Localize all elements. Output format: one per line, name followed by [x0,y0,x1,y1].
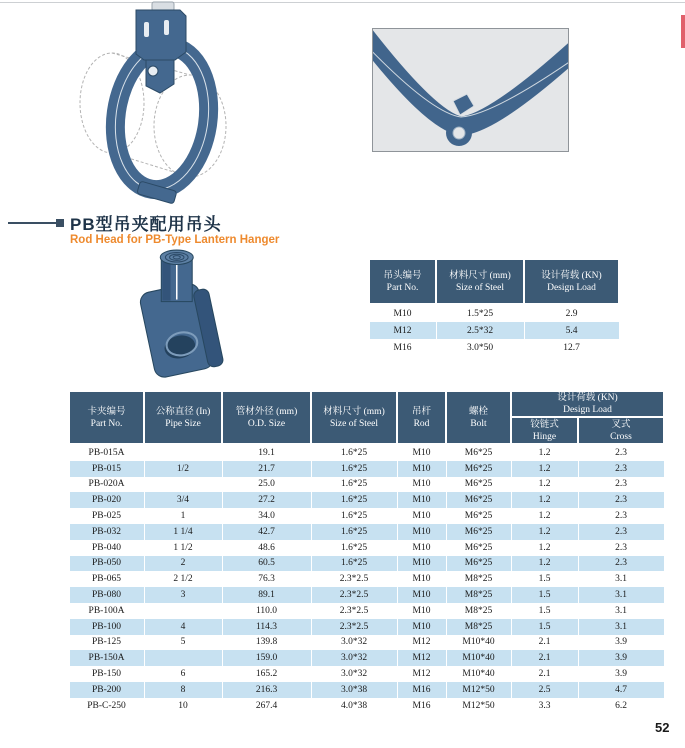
table-cell: 2 [144,556,222,572]
table-cell: 1.6*25 [311,492,397,508]
table-cell: 2.3 [578,492,664,508]
col-header-part-no [69,391,144,444]
col-header-design-load-group [511,391,664,417]
table-cell: M6*25 [446,461,511,477]
table-cell: M8*25 [446,619,511,635]
col-header-od-size [222,391,311,444]
col-header-bolt [446,391,511,444]
table-cell: 1/2 [144,461,222,477]
table-cell: M10 [397,477,446,493]
table-cell: 1.2 [511,461,578,477]
table-cell: M12*50 [446,682,511,698]
header-zh: 材料尺寸 (mm) [449,270,511,281]
table-cell: PB-065 [69,571,144,587]
table-cell: 1.2 [511,540,578,556]
pipe-clamp-illustration [40,0,320,210]
table-cell: 2.1 [511,650,578,666]
table-cell: 1 1/2 [144,540,222,556]
table-cell: 10 [144,698,222,714]
table-cell: 159.0 [222,650,311,666]
table-cell: 89.1 [222,587,311,603]
table-cell [144,603,222,619]
table-cell: M10 [397,619,446,635]
rod-head-table-body [369,304,619,356]
table-cell: 1 [144,508,222,524]
col-header-hinge [511,417,578,444]
header-zh: 材料尺寸 (mm) [323,406,385,417]
table-cell: 3.0*32 [311,666,397,682]
table-cell: PB-080 [69,587,144,603]
table-cell: 8 [144,682,222,698]
table-cell: PB-025 [69,508,144,524]
table-cell: 1.2 [511,508,578,524]
header-en: Design Load [547,282,596,293]
header-zh: 公称直径 (In) [155,406,211,417]
table-cell: 2.3 [578,540,664,556]
table-cell: 2.3 [578,461,664,477]
table-row [69,682,664,698]
table-cell: PB-100 [69,619,144,635]
table-cell: 5.4 [524,322,619,339]
table-cell: M6*25 [446,524,511,540]
table-header-row [69,391,664,417]
table-cell: 27.2 [222,492,311,508]
col-header-design-load [524,259,619,304]
table-cell [144,650,222,666]
section-title-en: Rod Head for PB-Type Lantern Hanger [70,234,280,246]
table-cell: M10 [397,603,446,619]
table-cell: 4 [144,619,222,635]
table-row [69,619,664,635]
table-cell: M6*25 [446,508,511,524]
table-cell: 2.3*2.5 [311,619,397,635]
table-cell: M10 [397,556,446,572]
table-row [369,339,619,356]
table-cell: 3.0*38 [311,682,397,698]
header-en: Hinge [532,431,557,442]
table-cell: PB-200 [69,682,144,698]
table-cell: 1.6*25 [311,540,397,556]
table-row [69,444,664,461]
table-cell: 3.9 [578,650,664,666]
table-cell: 2.3*2.5 [311,571,397,587]
table-cell: 3.9 [578,666,664,682]
table-row [69,461,664,477]
table-cell: 139.8 [222,635,311,651]
table-cell: 1.2 [511,477,578,493]
table-row [69,650,664,666]
table-cell: M16 [397,698,446,714]
table-cell: PB-032 [69,524,144,540]
table-cell: M16 [369,339,436,356]
table-cell: M12 [397,666,446,682]
clamp-spec-table [68,390,665,714]
table-cell: M10 [397,587,446,603]
table-cell: M10 [397,492,446,508]
table-cell: 1.5*25 [436,304,524,322]
table-cell: 25.0 [222,477,311,493]
table-cell: M16 [397,682,446,698]
table-cell: 1.2 [511,444,578,461]
table-row [69,587,664,603]
table-cell: 12.7 [524,339,619,356]
rod-head-spec-table [368,258,620,356]
header-zh: 吊杆 [411,406,431,417]
table-cell: 1.2 [511,524,578,540]
table-cell: M10 [397,461,446,477]
header-zh: 叉式 [611,419,631,430]
table-row [69,698,664,714]
table-cell: 1.6*25 [311,508,397,524]
table-row [69,508,664,524]
table-cell: M6*25 [446,540,511,556]
table-row [69,477,664,493]
header-en: Size of Steel [455,282,504,293]
table-cell: M10 [397,571,446,587]
rod-head-illustration [126,248,244,382]
header-en: Part No. [90,418,123,429]
clamp-band-detail-illustration [373,29,568,151]
table-cell: 48.6 [222,540,311,556]
table-row [69,666,664,682]
table-cell: 1.5 [511,587,578,603]
page-number: 52 [655,720,670,735]
table-cell: 3.1 [578,619,664,635]
table-cell: 3.9 [578,635,664,651]
table-cell: M10 [369,304,436,322]
table-cell: PB-125 [69,635,144,651]
table-cell: M10 [397,524,446,540]
table-cell: PB-150 [69,666,144,682]
table-row [69,524,664,540]
col-header-part-no [369,259,436,304]
table-cell: 4.0*38 [311,698,397,714]
page-edge-red-tab [681,15,685,48]
table-cell: 1 1/4 [144,524,222,540]
table-cell: M10 [397,508,446,524]
table-row [69,571,664,587]
table-cell [144,477,222,493]
table-cell: 2.3 [578,477,664,493]
table-cell: 1.5 [511,619,578,635]
header-en: O.D. Size [247,418,286,429]
table-cell: PB-150A [69,650,144,666]
header-en: Part No. [386,282,419,293]
section-marker-square [56,219,64,227]
table-cell: 2.5 [511,682,578,698]
table-cell: PB-020A [69,477,144,493]
table-header-row [369,259,619,304]
table-row [69,492,664,508]
table-cell: 1.6*25 [311,461,397,477]
table-cell: M10 [397,444,446,461]
table-cell: M10*40 [446,666,511,682]
col-header-rod [397,391,446,444]
table-cell: 3.0*50 [436,339,524,356]
clamp-band-detail-box [372,28,569,152]
table-cell: 3.3 [511,698,578,714]
table-cell: M12*50 [446,698,511,714]
table-cell: 42.7 [222,524,311,540]
table-cell: M10*40 [446,650,511,666]
col-header-size-of-steel [436,259,524,304]
table-cell: PB-020 [69,492,144,508]
table-cell: 6.2 [578,698,664,714]
table-cell: 21.7 [222,461,311,477]
table-cell: 3 [144,587,222,603]
header-zh: 卡夹编号 [87,406,126,417]
table-cell: 267.4 [222,698,311,714]
table-cell: PB-C-250 [69,698,144,714]
header-zh: 铰链式 [530,419,559,430]
table-cell [144,444,222,461]
table-row [369,304,619,322]
table-row [69,556,664,572]
table-cell: 2.9 [524,304,619,322]
col-header-size-of-steel [311,391,397,444]
table-cell: PB-015 [69,461,144,477]
table-cell: 1.2 [511,556,578,572]
table-row [69,540,664,556]
table-cell: 2.1 [511,635,578,651]
table-cell: 3/4 [144,492,222,508]
header-en: Pipe Size [165,418,201,429]
table-cell: 1.6*25 [311,556,397,572]
header-zh: 吊头编号 [383,270,422,281]
table-cell: 216.3 [222,682,311,698]
table-cell: 114.3 [222,619,311,635]
table-cell: M6*25 [446,492,511,508]
table-cell: M6*25 [446,556,511,572]
table-cell: 2.3 [578,444,664,461]
table-cell: 5 [144,635,222,651]
table-cell: 3.1 [578,571,664,587]
section-title-zh: PB型吊夹配用吊头 [70,215,222,234]
table-cell: 34.0 [222,508,311,524]
table-cell: M12 [397,635,446,651]
table-cell: 60.5 [222,556,311,572]
table-cell: 2.3*2.5 [311,603,397,619]
section-marker-line [8,222,57,224]
col-header-cross [578,417,664,444]
table-cell: PB-015A [69,444,144,461]
header-zh: 管材外径 (mm) [235,406,298,417]
table-cell: M6*25 [446,477,511,493]
table-row [69,635,664,651]
table-cell: 1.6*25 [311,477,397,493]
header-zh: 设计荷载 (KN) [541,270,602,281]
table-cell: M8*25 [446,571,511,587]
table-cell: 19.1 [222,444,311,461]
header-en: Bolt [470,418,487,429]
table-row [69,603,664,619]
table-row [369,322,619,339]
table-cell: 1.5 [511,571,578,587]
table-cell: M12 [397,650,446,666]
clamp-table-body [69,444,664,714]
table-cell: M10*40 [446,635,511,651]
table-cell: M6*25 [446,444,511,461]
header-en: Size of Steel [329,418,378,429]
table-cell: 1.6*25 [311,444,397,461]
table-cell: 1.2 [511,492,578,508]
header-en: Design Load [563,405,612,415]
table-cell: 2 1/2 [144,571,222,587]
table-cell: 76.3 [222,571,311,587]
header-en: Rod [413,418,430,429]
table-cell: 2.3 [578,556,664,572]
table-cell: 4.7 [578,682,664,698]
table-cell: 1.6*25 [311,524,397,540]
table-cell: 2.3*2.5 [311,587,397,603]
table-cell: 110.0 [222,603,311,619]
table-cell: 3.1 [578,603,664,619]
header-zh: 设计荷载 (KN) [557,393,618,403]
table-cell: 165.2 [222,666,311,682]
table-cell: 3.0*32 [311,635,397,651]
table-cell: M12 [369,322,436,339]
table-cell: PB-040 [69,540,144,556]
header-zh: 螺栓 [468,406,488,417]
col-header-pipe-size [144,391,222,444]
table-cell: 3.1 [578,587,664,603]
table-cell: PB-050 [69,556,144,572]
table-cell: PB-100A [69,603,144,619]
table-cell: M8*25 [446,587,511,603]
table-cell: 2.3 [578,524,664,540]
table-cell: M10 [397,540,446,556]
table-cell: 6 [144,666,222,682]
table-cell: 3.0*32 [311,650,397,666]
table-cell: 2.1 [511,666,578,682]
table-cell: 2.5*32 [436,322,524,339]
table-cell: M8*25 [446,603,511,619]
table-cell: 1.5 [511,603,578,619]
table-cell: 2.3 [578,508,664,524]
header-en: Cross [610,431,632,442]
